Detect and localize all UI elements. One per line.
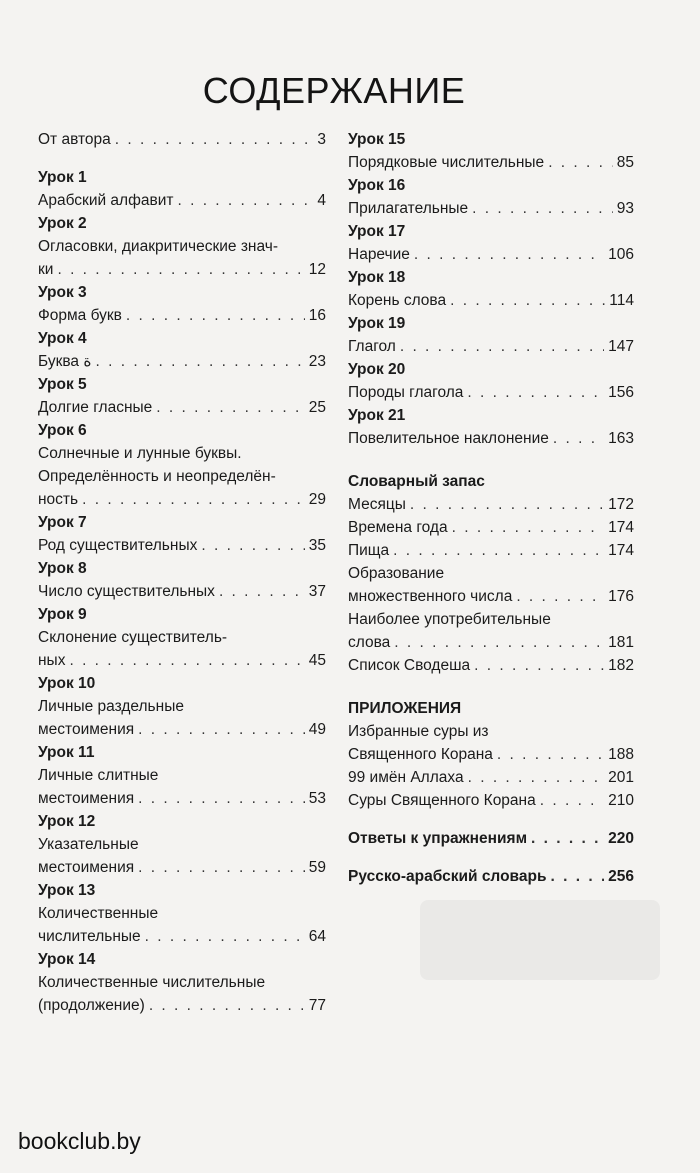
toc-left-column	[38, 128, 326, 1017]
toc-entry[interactable]	[38, 534, 326, 557]
dot-leader	[548, 151, 613, 174]
spacer	[38, 151, 326, 166]
toc-entry-line: Личные раздельные	[38, 698, 184, 715]
toc-entry[interactable]	[38, 925, 326, 948]
toc-entry-page: 53	[308, 790, 326, 807]
toc-entry-title: ных	[38, 652, 66, 669]
toc-entry-answers[interactable]	[348, 827, 634, 850]
toc-entry-page: 220	[608, 830, 634, 847]
toc-entry-page: 37	[308, 583, 326, 600]
toc-entry-line: Солнечные и лунные буквы.	[38, 445, 242, 462]
dot-leader	[467, 381, 604, 404]
toc-entry[interactable]	[348, 493, 634, 516]
toc-entry-title: От автора	[38, 131, 111, 148]
toc-entry[interactable]	[38, 787, 326, 810]
lesson-heading: Урок 7	[38, 514, 87, 531]
dot-leader	[540, 789, 604, 812]
toc-entry-page: 163	[608, 430, 634, 447]
toc-entry-title: ность	[38, 491, 79, 508]
toc-entry-title: Прилагательные	[348, 200, 469, 217]
toc-entry-title: Русско-арабский словарь	[348, 868, 547, 885]
toc-entry-title: Арабский алфавит	[38, 192, 174, 209]
toc-entry-page: 77	[308, 997, 326, 1014]
lesson-heading: Урок 10	[38, 675, 96, 692]
toc-entry-title: Породы глагола	[348, 384, 464, 401]
toc-entry-line: Склонение существитель-	[38, 629, 228, 646]
toc-entry[interactable]	[38, 580, 326, 603]
toc-entry-line: Количественные числительные	[38, 974, 266, 991]
dot-leader	[138, 856, 305, 879]
lesson-heading: Урок 9	[38, 606, 87, 623]
dot-leader	[82, 488, 305, 511]
toc-entry-page: 23	[308, 353, 326, 370]
toc-entry[interactable]	[348, 654, 634, 677]
dot-leader	[95, 350, 304, 373]
dot-leader	[468, 766, 605, 789]
toc-entry-title: Суры Священного Корана	[348, 792, 536, 809]
toc-entry-page: 174	[608, 542, 634, 559]
dot-leader	[551, 865, 605, 888]
dot-leader	[69, 649, 304, 672]
toc-entry[interactable]	[348, 427, 634, 450]
toc-entry-page: 174	[608, 519, 634, 536]
dot-leader	[145, 925, 305, 948]
toc-entry-page: 25	[308, 399, 326, 416]
toc-right-column	[348, 128, 634, 888]
toc-entry[interactable]	[348, 585, 634, 608]
dot-leader	[138, 718, 305, 741]
toc-entry-page: 45	[308, 652, 326, 669]
toc-entry[interactable]	[38, 649, 326, 672]
dot-leader	[452, 516, 605, 539]
toc-entry-intro[interactable]	[38, 128, 326, 151]
toc-entry[interactable]	[348, 381, 634, 404]
dot-leader	[414, 243, 604, 266]
toc-entry-page: 182	[608, 657, 634, 674]
toc-entry-line: Определённость и неопределён-	[38, 468, 276, 485]
toc-entry-page: 172	[608, 496, 634, 513]
lesson-heading: Урок 20	[348, 361, 406, 378]
lesson-heading: Урок 15	[348, 131, 406, 148]
page-title: СОДЕРЖАНИЕ	[202, 70, 466, 111]
toc-entry-page: 114	[609, 292, 634, 309]
dot-leader	[531, 827, 604, 850]
lesson-heading: Урок 18	[348, 269, 406, 286]
toc-entry-title: Род существительных	[38, 537, 198, 554]
toc-entry[interactable]	[38, 856, 326, 879]
bleed-through-shadow	[420, 900, 660, 980]
lesson-heading: Урок 4	[38, 330, 87, 347]
toc-entry-line: Огласовки, диакритические знач-	[38, 238, 279, 255]
toc-entry-line: Избранные суры из	[348, 723, 489, 740]
lesson-heading: Урок 19	[348, 315, 406, 332]
lesson-heading: Урок 1	[38, 169, 87, 186]
dot-leader	[138, 787, 305, 810]
toc-entry-dictionary[interactable]	[348, 865, 634, 888]
toc-entry-page: 106	[608, 246, 634, 263]
dot-leader	[450, 289, 605, 312]
toc-entry[interactable]	[348, 151, 634, 174]
toc-entry-title: числительные	[38, 928, 141, 945]
toc-entry[interactable]	[38, 994, 326, 1017]
toc-entry-line: Количественные	[38, 905, 159, 922]
toc-entry-page: 181	[608, 634, 634, 651]
toc-entry-page: 176	[608, 588, 634, 605]
toc-entry-page: 93	[616, 200, 634, 217]
lesson-heading: Урок 5	[38, 376, 87, 393]
dot-leader	[393, 539, 604, 562]
dot-leader	[201, 534, 304, 557]
spacer	[348, 812, 634, 827]
spacer	[348, 450, 634, 470]
toc-entry-title: Ответы к упражнениям	[348, 830, 528, 847]
toc-entry[interactable]	[38, 718, 326, 741]
toc-entry-title: Глагол	[348, 338, 396, 355]
toc-entry-line: Наиболее употребительные	[348, 611, 551, 628]
lesson-heading: Урок 8	[38, 560, 87, 577]
toc-entry[interactable]	[348, 743, 634, 766]
lesson-heading: Урок 14	[38, 951, 96, 968]
lesson-heading: Урок 13	[38, 882, 96, 899]
toc-entry-page: 4	[317, 192, 326, 209]
section-heading-vocab: Словарный запас	[348, 473, 485, 490]
lesson-heading: Урок 21	[348, 407, 406, 424]
dot-leader	[472, 197, 613, 220]
toc-entry-page: 188	[608, 746, 634, 763]
watermark: bookclub.by	[18, 1128, 141, 1154]
toc-entry-title: (продолжение)	[38, 997, 145, 1014]
toc-entry-title: Буква ة	[38, 353, 92, 370]
toc-entry-title: Священного Корана	[348, 746, 493, 763]
lesson-heading: Урок 17	[348, 223, 406, 240]
toc-entry-title: Корень слова	[348, 292, 447, 309]
toc-entry[interactable]	[348, 766, 634, 789]
toc-entry-page: 49	[308, 721, 326, 738]
toc-entry-title: Порядковые числительные	[348, 154, 545, 171]
toc-entry[interactable]	[348, 516, 634, 539]
toc-entry-title: Месяцы	[348, 496, 406, 513]
lesson-heading: Урок 16	[348, 177, 406, 194]
toc-entry-page: 3	[317, 131, 326, 148]
lesson-heading: Урок 11	[38, 744, 95, 761]
toc-entry[interactable]	[348, 197, 634, 220]
toc-entry-page: 35	[308, 537, 326, 554]
section-heading-appendix: ПРИЛОЖЕНИЯ	[348, 700, 462, 717]
toc-entry-title: Список Сводеша	[348, 657, 471, 674]
dot-leader	[57, 258, 304, 281]
toc-entry-title: Повелительное наклонение	[348, 430, 549, 447]
toc-entry-title: 99 имён Аллаха	[348, 769, 464, 786]
dot-leader	[177, 189, 313, 212]
toc-entry-title: Времена года	[348, 519, 448, 536]
toc-entry[interactable]	[38, 488, 326, 511]
toc-entry-title: Число существительных	[38, 583, 215, 600]
toc-entry-title: Долгие гласные	[38, 399, 153, 416]
toc-entry-page: 29	[308, 491, 326, 508]
lesson-heading: Урок 2	[38, 215, 87, 232]
toc-entry-page: 12	[308, 261, 326, 278]
toc-entry-page: 59	[308, 859, 326, 876]
lesson-heading: Урок 12	[38, 813, 96, 830]
toc-entry[interactable]	[348, 539, 634, 562]
toc-entry-line: Указательные	[38, 836, 139, 853]
dot-leader	[219, 580, 305, 603]
toc-entry[interactable]	[348, 289, 634, 312]
dot-leader	[149, 994, 305, 1017]
toc-entry-title: ки	[38, 261, 54, 278]
lesson-heading: Урок 3	[38, 284, 87, 301]
toc-entry[interactable]	[348, 789, 634, 812]
toc-entry-title: Наречие	[348, 246, 410, 263]
toc-entry[interactable]	[38, 258, 326, 281]
dot-leader	[516, 585, 604, 608]
toc-entry[interactable]	[38, 189, 326, 212]
toc-entry[interactable]	[348, 243, 634, 266]
dot-leader	[126, 304, 305, 327]
toc-entry-page: 201	[608, 769, 634, 786]
dot-leader	[400, 335, 604, 358]
dot-leader	[474, 654, 604, 677]
toc-entry-line: Личные слитные	[38, 767, 159, 784]
toc-entry-title: местоимения	[38, 859, 135, 876]
toc-entry-page: 16	[308, 307, 326, 324]
dot-leader	[553, 427, 604, 450]
spacer	[348, 850, 634, 865]
toc-entry-page: 85	[616, 154, 634, 171]
dot-leader	[410, 493, 604, 516]
toc-entry-line: Образование	[348, 565, 445, 582]
toc-entry[interactable]	[38, 304, 326, 327]
toc-entry-title: множественного числа	[348, 588, 513, 605]
dot-leader	[115, 128, 314, 151]
toc-entry-page: 64	[308, 928, 326, 945]
dot-leader	[497, 743, 604, 766]
lesson-heading: Урок 6	[38, 422, 87, 439]
toc-entry-page: 156	[608, 384, 634, 401]
toc-entry-title: Форма букв	[38, 307, 122, 324]
toc-entry-page: 256	[608, 868, 634, 885]
spacer	[348, 677, 634, 697]
toc-entry-page: 210	[608, 792, 634, 809]
dot-leader	[156, 396, 304, 419]
toc-entry-title: местоимения	[38, 790, 135, 807]
toc-entry[interactable]	[348, 631, 634, 654]
toc-entry[interactable]	[38, 350, 326, 373]
toc-entry-page: 147	[608, 338, 634, 355]
toc-entry-title: слова	[348, 634, 391, 651]
toc-entry-title: местоимения	[38, 721, 135, 738]
toc-entry[interactable]	[38, 396, 326, 419]
toc-entry-title: Пища	[348, 542, 390, 559]
toc-entry[interactable]	[348, 335, 634, 358]
dot-leader	[394, 631, 604, 654]
